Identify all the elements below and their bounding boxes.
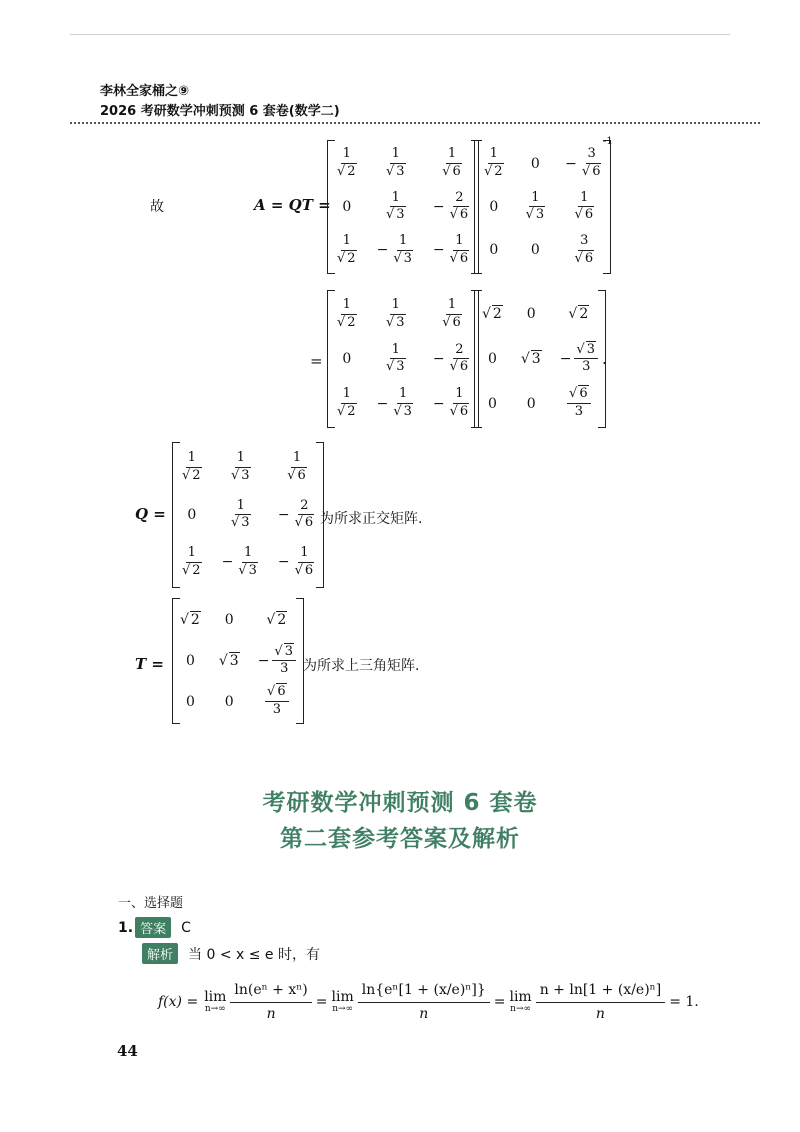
matrix-entry: $\frac{1}{√ 6}$ — [442, 146, 461, 180]
question-1-analysis-row — [142, 943, 320, 964]
matrix-entry: $\frac{1}{√ 6}$ — [442, 296, 461, 330]
matrix-entry: $\frac{1}{√ 6}$ — [574, 189, 594, 223]
matrix-entry: 0 — [342, 198, 352, 215]
section-title: 考研数学冲刺预测 6 套卷 — [262, 790, 538, 816]
gu-label: 故 — [150, 199, 164, 215]
lim-2: lim n→∞ — [331, 989, 354, 1014]
matrix-entry: $\frac{3}{√ 6}$ — [574, 232, 594, 266]
matrix-entry: $\frac{√ 6}{3}$ — [265, 685, 289, 718]
header-series: 李林全家桶之⑨ — [100, 84, 190, 99]
fraction-3: $\frac{\text{n + ln[1 + (x/e)ⁿ]}}{n}$ — [536, 981, 665, 1022]
matrix-entry: 0 — [487, 350, 497, 367]
matrix-q — [172, 442, 324, 588]
question-number: 1. — [118, 919, 134, 936]
matrix-entry: √ 2 — [568, 306, 589, 323]
matrix-entry: $\frac{1}{√ 2}$ — [182, 450, 201, 484]
eq2-equals: = — [310, 352, 323, 370]
eq1-lhs: A = QT = — [254, 196, 331, 214]
matrix-t — [172, 598, 304, 724]
matrix-entry: $\frac{1}{√ 3}$ — [385, 146, 405, 180]
t-label: T = — [135, 655, 164, 673]
inverse-exponent: -1 — [603, 136, 613, 147]
matrix-entry: $\frac{1}{√ 3}$ — [525, 189, 545, 223]
limit-formula — [158, 972, 699, 1032]
matrix-left-bracket — [327, 290, 335, 428]
q-description: 为所求正交矩阵. — [320, 511, 423, 527]
question-1-answer-row — [118, 917, 191, 938]
eq-a: = — [315, 994, 328, 1010]
q-label: Q = — [135, 505, 166, 523]
matrix-t-inverse — [474, 140, 611, 274]
eq-b: = — [493, 994, 506, 1010]
matrix-entry: √ 3 — [520, 350, 541, 367]
eq2-period: . — [602, 350, 607, 368]
matrix-entry: √ 3 — [218, 652, 239, 669]
matrix-entry: $\frac{√ 6}{3}$ — [567, 387, 591, 420]
matrix-entry: − $\frac{1}{√ 6}$ — [432, 386, 469, 420]
answer-tag: 答案 — [135, 917, 171, 938]
matrix-entry: − $\frac{1}{√ 3}$ — [376, 386, 412, 420]
section-heading: 一、选择题 — [118, 896, 184, 911]
matrix-right-bracket — [603, 140, 611, 274]
fraction-2: $\frac{\text{ln\{eⁿ[1 + (x/e)ⁿ]\}}}{n}$ — [358, 981, 490, 1022]
matrix-entry: $\frac{1}{√ 2}$ — [484, 146, 503, 180]
matrix-entry: $\frac{1}{√ 6}$ — [287, 450, 306, 484]
matrix-entry: 0 — [185, 693, 195, 710]
formula-result: = 1. — [669, 994, 699, 1010]
header-divider — [70, 122, 760, 124]
analysis-text: 当 0 < x ≤ e 时，有 — [188, 946, 320, 963]
matrix-entry: − $\frac{2}{√ 6}$ — [277, 497, 314, 531]
analysis-tag: 解析 — [142, 943, 178, 964]
lim-3: lim n→∞ — [509, 989, 532, 1014]
matrix-entry: √ 2 — [482, 306, 502, 323]
lim-1: lim n→∞ — [204, 989, 227, 1014]
matrix-entry: $\frac{1}{√ 3}$ — [385, 189, 405, 223]
matrix-entry: − $\frac{1}{√ 3}$ — [376, 232, 412, 266]
matrix-t-eq2 — [474, 290, 606, 428]
matrix-entry: − $\frac{1}{√ 6}$ — [432, 232, 469, 266]
matrix-entry: $\frac{1}{√ 3}$ — [230, 497, 250, 531]
matrix-entry: 0 — [526, 306, 536, 323]
matrix-q-eq1 — [327, 140, 479, 274]
matrix-left-bracket — [474, 290, 482, 428]
matrix-left-bracket — [474, 140, 482, 274]
matrix-entry: $\frac{1}{√ 2}$ — [182, 544, 201, 578]
matrix-left-bracket — [172, 598, 180, 724]
matrix-entry: − $\frac{2}{√ 6}$ — [432, 341, 469, 375]
matrix-entry: $\frac{1}{√ 2}$ — [337, 232, 356, 266]
matrix-left-bracket — [327, 140, 335, 274]
matrix-left-bracket — [172, 442, 180, 588]
matrix-entry: √ 2 — [180, 612, 200, 629]
answer-value: C — [181, 919, 191, 936]
matrix-entry: $\frac{1}{√ 2}$ — [337, 146, 356, 180]
matrix-entry: 0 — [185, 652, 195, 669]
matrix-entry: $\frac{1}{√ 3}$ — [385, 296, 405, 330]
top-rule — [70, 34, 730, 35]
fraction-1: $\frac{\text{ln(eⁿ + xⁿ)}}{n}$ — [230, 981, 311, 1022]
matrix-entry: √ 2 — [266, 612, 287, 629]
matrix-entry: 0 — [489, 242, 499, 259]
matrix-entry: $\frac{1}{√ 3}$ — [230, 450, 250, 484]
matrix-entry: $\frac{1}{√ 3}$ — [385, 341, 405, 375]
matrix-entry: 0 — [224, 693, 234, 710]
matrix-entry: 0 — [530, 155, 540, 172]
matrix-entry: 0 — [530, 242, 540, 259]
matrix-q-eq2 — [327, 290, 479, 428]
matrix-entry: − $\frac{√ 3}{3}$ — [258, 645, 296, 678]
matrix-entry: 0 — [489, 198, 499, 215]
matrix-entry: 0 — [224, 612, 234, 629]
matrix-entry: 0 — [342, 350, 352, 367]
matrix-entry: $\frac{1}{√ 2}$ — [337, 386, 356, 420]
formula-fx: f(x) = — [158, 994, 199, 1010]
t-description: 为所求上三角矩阵. — [303, 658, 420, 674]
header-book-title: 2026 考研数学冲刺预测 6 套卷(数学二) — [100, 104, 340, 119]
matrix-entry: $\frac{1}{√ 2}$ — [337, 296, 356, 330]
matrix-entry: 0 — [526, 395, 536, 412]
matrix-entry: − $\frac{1}{√ 6}$ — [277, 544, 314, 578]
matrix-entry: − $\frac{1}{√ 3}$ — [221, 544, 257, 578]
page-number: 44 — [117, 1042, 138, 1060]
matrix-entry: 0 — [487, 395, 497, 412]
section-subtitle: 第二套参考答案及解析 — [280, 826, 520, 852]
matrix-entry: − $\frac{3}{√ 6}$ — [565, 146, 601, 180]
matrix-entry: − $\frac{√ 3}{3}$ — [560, 343, 598, 376]
matrix-entry: − $\frac{2}{√ 6}$ — [432, 189, 469, 223]
matrix-entry: 0 — [187, 506, 197, 523]
